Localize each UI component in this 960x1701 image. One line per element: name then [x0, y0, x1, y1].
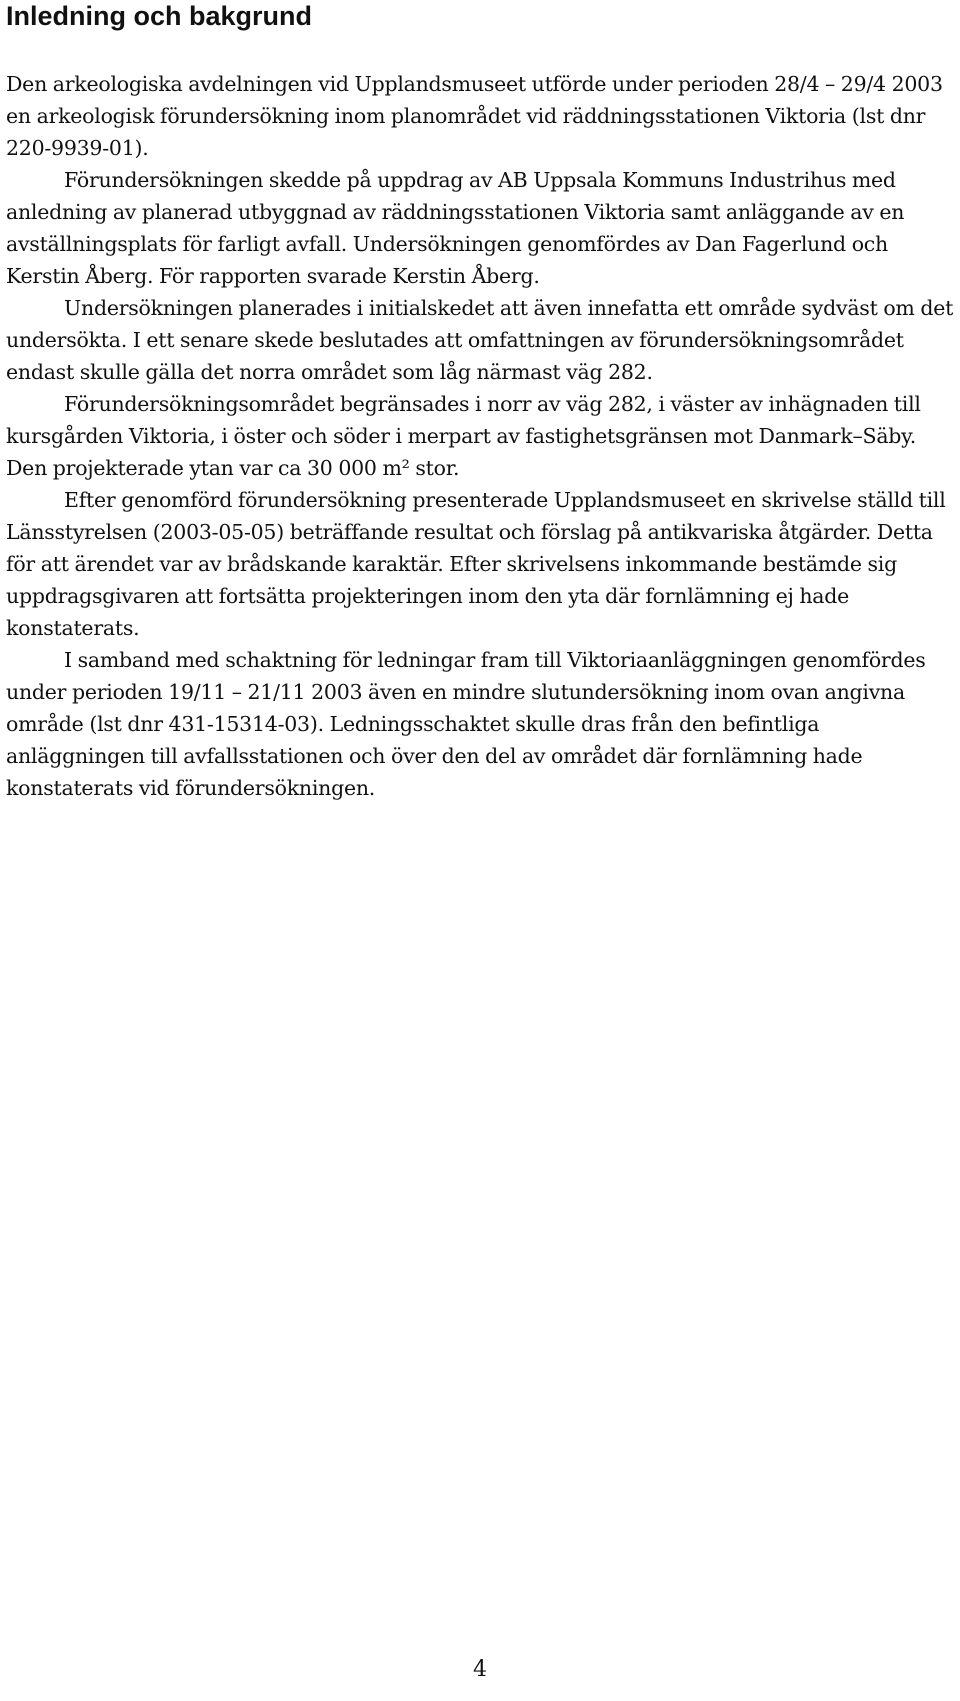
- paragraph-commission: Förundersökningen skedde på uppdrag av AB Uppsala Kommuns Industrihus med anledning av planerad utbyggnad av räddningsstationen Viktoria samt anläggande av en avställningsplats för farligt avfall. Undersökningen genomfördes av Dan Fagerlund och Kerstin Åberg. För rapporten svarade Kerstin Åberg.: [6, 168, 905, 288]
- paragraph-intro: Den arkeologiska avdelningen vid Upplandsmuseet utförde under perioden 28/4 – 29/4 2003 en arkeologisk förundersökning inom planområdet vid räddningsstationen Viktoria (lst dnr 220-9939-01).: [6, 72, 943, 160]
- paragraph-scope: Undersökningen planerades i initialskedet att även innefatta ett område sydväst om det undersökta. I ett senare skede beslutades att omfattningen av förundersökningsområdet endast skulle gälla det norra området som låg närmast väg 282.: [6, 296, 954, 384]
- document-page: [6, 0, 954, 804]
- page-number: 4: [473, 1657, 487, 1682]
- paragraph-boundaries: Förundersökningsområdet begränsades i norr av väg 282, i väster av inhägnaden till kursgården Viktoria, i öster och söder i merpart av fastighetsgränsen mot Danmark–Säby. Den projekterade ytan var ca 30 000 m² stor.: [6, 392, 921, 480]
- section-heading: Inledning och bakgrund: [6, 1, 312, 31]
- paragraph-followup: I samband med schaktning för ledningar fram till Viktoriaanläggningen genomfördes under perioden 19/11 – 21/11 2003 även en mindre slutundersökning inom ovan angivna område (lst dnr 431-15314-03). Ledningsschaktet skulle dras från den befintliga anläggningen till avfallsstationen och över den del av området där fornlämning hade konstaterats vid förundersökningen.: [6, 648, 926, 800]
- paragraph-letter: Efter genomförd förundersökning presenterade Upplandsmuseet en skrivelse ställd till Länsstyrelsen (2003-05-05) beträffande resultat och förslag på antikvariska åtgärder. Detta för att ärendet var av brådskande karaktär. Efter skrivelsens inkommande bestämde sig uppdragsgivaren att fortsätta projekteringen inom den yta där fornlämning ej hade konstaterats.: [6, 488, 946, 640]
- body-text: [6, 68, 954, 804]
